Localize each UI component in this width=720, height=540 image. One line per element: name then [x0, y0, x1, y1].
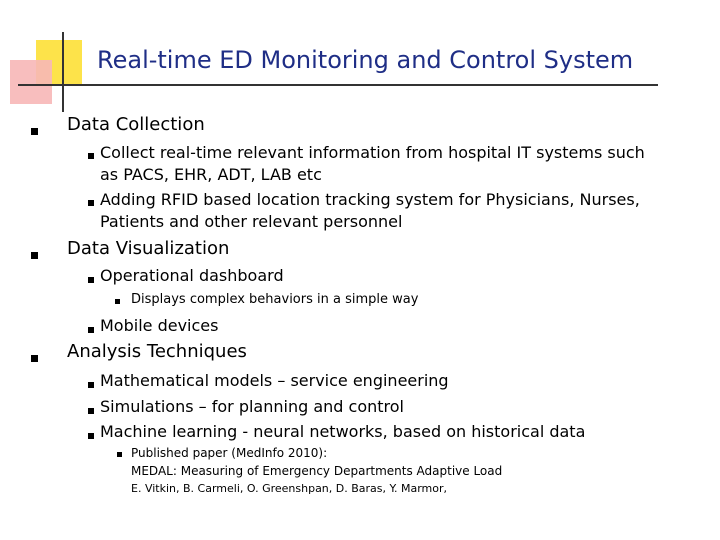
section-heading-analysis-techniques: Analysis Techniques: [67, 341, 247, 362]
list-item-continuation: Patients and other relevant personnel: [100, 212, 403, 231]
bullet-icon: [117, 452, 122, 457]
reference-title: MEDAL: Measuring of Emergency Departments Adaptive Load: [131, 464, 503, 478]
bullet-icon: [88, 327, 94, 333]
bullet-icon: [88, 153, 94, 159]
decorative-red-square: [10, 60, 52, 104]
list-item: Collect real-time relevant information from hospital IT systems such: [100, 143, 645, 162]
list-item-continuation: as PACS, EHR, ADT, LAB etc: [100, 165, 322, 184]
bullet-icon: [31, 355, 38, 362]
bullet-icon: [115, 299, 120, 304]
decorative-vertical-line: [62, 32, 64, 112]
list-item: Adding RFID based location tracking system for Physicians, Nurses,: [100, 190, 640, 209]
list-item: Displays complex behaviors in a simple way: [131, 292, 419, 307]
reference-line: Published paper (MedInfo 2010):: [131, 446, 328, 460]
list-item: Operational dashboard: [100, 266, 284, 285]
bullet-icon: [88, 382, 94, 388]
section-heading-data-collection: Data Collection: [67, 114, 205, 135]
list-item: Mathematical models – service engineering: [100, 371, 449, 390]
slide-title: Real-time ED Monitoring and Control System: [97, 46, 634, 74]
list-item: Simulations – for planning and control: [100, 397, 404, 416]
bullet-icon: [31, 128, 38, 135]
reference-authors: E. Vitkin, B. Carmeli, O. Greenshpan, D. Baras, Y. Marmor,: [131, 482, 448, 495]
list-item: Machine learning - neural networks, based on historical data: [100, 422, 586, 441]
bullet-icon: [88, 433, 94, 439]
bullet-icon: [88, 277, 94, 283]
bullet-icon: [31, 252, 38, 259]
section-heading-data-visualization: Data Visualization: [67, 238, 230, 259]
bullet-icon: [88, 408, 94, 414]
bullet-icon: [88, 200, 94, 206]
list-item: Mobile devices: [100, 316, 219, 335]
title-underline: [18, 84, 658, 86]
